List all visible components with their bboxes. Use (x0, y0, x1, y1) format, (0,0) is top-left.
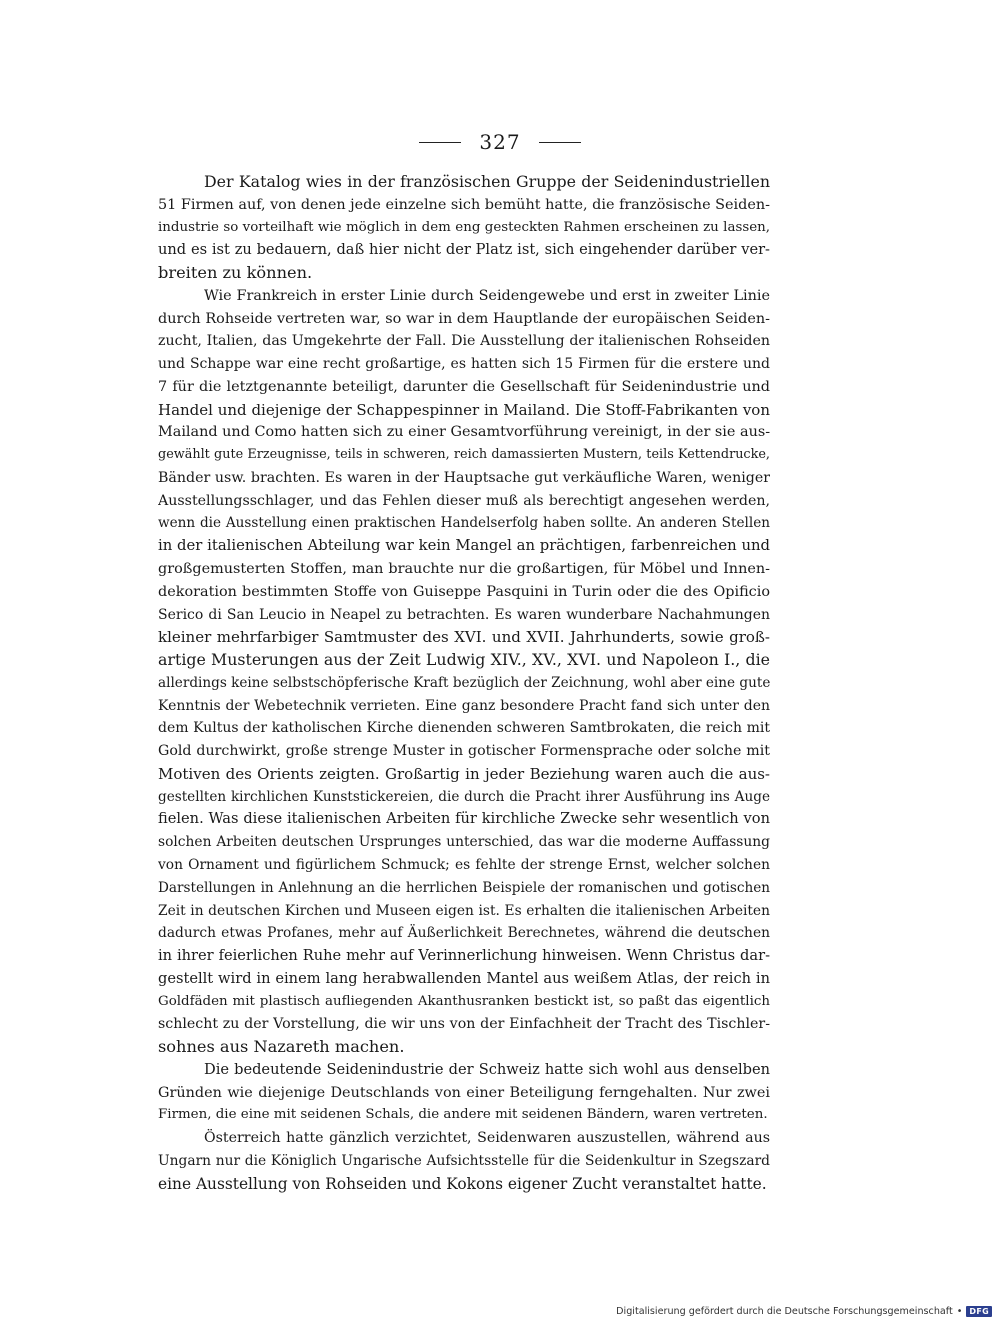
text-line: 51 Firmen auf, von denen jede einzelne sich bemüht hatte, die französische Seiden- (158, 196, 770, 213)
text-line: allerdings keine selbstschöpferische Kraft bezüglich der Zeichnung, wohl aber eine gute (158, 674, 770, 691)
text-line: kleiner mehrfarbiger Samtmuster des XVI. und XVII. Jahrhunderts, sowie groß- (158, 628, 770, 647)
text-line: Darstellungen in Anlehnung an die herrlichen Beispiele der romanischen und gotischen (158, 879, 770, 896)
text-line: fielen. Was diese italienischen Arbeiten für kirchliche Zwecke sehr wesentlich von (158, 810, 770, 828)
text-line: Zeit in deutschen Kirchen und Museen eigen ist. Es erhalten die italienischen Arbeiten (158, 902, 770, 919)
text-line: in ihrer feierlichen Ruhe mehr auf Verinnerlichung hinweisen. Wenn Christus dar- (158, 947, 770, 965)
header-rule-right (539, 142, 581, 143)
text-line: Firmen, die eine mit seidenen Schals, die andere mit seidenen Bändern, waren vertreten. (158, 1107, 768, 1123)
text-line: in der italienischen Abteilung war kein Mangel an prächtigen, farbenreichen und (158, 537, 770, 555)
text-line: solchen Arbeiten deutschen Ursprunges unterschied, das war die moderne Auffassung (158, 834, 770, 851)
text-line: Mailand und Como hatten sich zu einer Gesamtvorführung vereinigt, in der sie aus- (158, 424, 770, 441)
header-rule-left (419, 142, 461, 143)
footer (616, 1306, 992, 1317)
text-line: Die bedeutende Seidenindustrie der Schweiz hatte sich wohl aus denselben (204, 1060, 770, 1078)
dfg-logo: DFG (966, 1306, 992, 1317)
text-line: 7 für die letztgenannte beteiligt, darunter die Gesellschaft für Seidenindustrie und (158, 378, 770, 395)
text-line: durch Rohseide vertreten war, so war in dem Hauptlande der europäischen Seiden- (158, 310, 770, 327)
text-line: Bänder usw. brachten. Es waren in der Hauptsache gut verkäufliche Waren, weniger (158, 469, 770, 486)
text-line: Ungarn nur die Königlich Ungarische Aufsichtsstelle für die Seidenkultur in Szegszard (158, 1152, 770, 1169)
text-line: großgemusterten Stoffen, man brauchte nur die großartigen, für Möbel und Innen- (158, 561, 770, 578)
text-line: breiten zu können. (158, 263, 313, 283)
text-line: schlecht zu der Vorstellung, die wir uns von der Einfachheit der Tracht des Tischler- (158, 1016, 770, 1033)
text-line: Serico di San Leucio in Neapel zu betrachten. Es waren wunderbare Nachahmungen (158, 606, 770, 623)
text-line: dadurch etwas Profanes, mehr auf Äußerlichkeit Berechnetes, während die deutschen (158, 925, 770, 942)
text-line: gewählt gute Erzeugnisse, teils in schweren, reich damassierten Mustern, teils Kettendrucke, (158, 447, 770, 463)
text-line: und es ist zu bedauern, daß hier nicht der Platz ist, sich eingehender darüber ver- (158, 241, 770, 259)
text-line: Ausstellungsschlager, und das Fehlen dieser muß als berechtigt angesehen werden, (158, 492, 770, 509)
footer-separator: • (956, 1306, 963, 1317)
body-text (158, 171, 770, 1195)
text-line: dem Kultus der katholischen Kirche dienenden schweren Samtbrokaten, die reich mit (158, 720, 770, 737)
text-line: Motiven des Orients zeigten. Großartig in jeder Beziehung waren auch die aus- (158, 764, 770, 783)
text-line: artige Musterungen aus der Zeit Ludwig XIV., XV., XVI. und Napoleon I., die (158, 650, 770, 670)
text-line: Gründen wie diejenige Deutschlands von einer Beteiligung ferngehalten. Nur zwei (158, 1084, 770, 1101)
text-line: und Schappe war eine recht großartige, es hatten sich 15 Firmen für die erstere und (158, 356, 770, 373)
text-line: Wie Frankreich in erster Linie durch Seidengewebe und erst in zweiter Linie (204, 287, 770, 304)
page-number: 327 (479, 130, 521, 154)
text-line: Kenntnis der Webetechnik verrieten. Eine ganz besondere Pracht fand sich unter den (158, 697, 770, 714)
footer-credit: Digitalisierung gefördert durch die Deutsche Forschungsgemeinschaft (616, 1306, 953, 1317)
text-line: eine Ausstellung von Rohseiden und Kokons eigener Zucht veranstaltet hatte. (158, 1174, 767, 1193)
text-line: gestellten kirchlichen Kunststickereien, die durch die Pracht ihrer Ausführung ins Auge (158, 788, 770, 805)
text-line: dekoration bestimmten Stoffe von Guiseppe Pasquini in Turin oder die des Opificio (158, 583, 770, 600)
text-line: industrie so vorteilhaft wie möglich in dem eng gesteckten Rahmen erscheinen zu lassen, (158, 219, 770, 235)
text-line: Goldfäden mit plastisch aufliegenden Akanthusranken bestickt ist, so paßt das eigentlich (158, 993, 770, 1009)
text-line: wenn die Ausstellung einen praktischen Handelserfolg haben sollte. An anderen Stellen (158, 515, 770, 532)
text-line: zucht, Italien, das Umgekehrte der Fall. Die Ausstellung der italienischen Rohseiden (158, 333, 770, 350)
page-header (0, 130, 1000, 154)
text-line: Handel und diejenige der Schappespinner in Mailand. Die Stoff-Fabrikanten von (158, 400, 770, 419)
text-line: Gold durchwirkt, große strenge Muster in gotischer Formensprache oder solche mit (158, 743, 770, 760)
text-line: gestellt wird in einem lang herabwallenden Mantel aus weißem Atlas, der reich in (158, 969, 770, 987)
text-line: Der Katalog wies in der französischen Gruppe der Seidenindustriellen (204, 172, 770, 191)
text-line: von Ornament und figürlichem Schmuck; es fehlte der strenge Ernst, welcher solchen (158, 856, 770, 873)
text-line: sohnes aus Nazareth machen. (158, 1037, 405, 1057)
text-line: Österreich hatte gänzlich verzichtet, Seidenwaren auszustellen, während aus (204, 1130, 770, 1147)
